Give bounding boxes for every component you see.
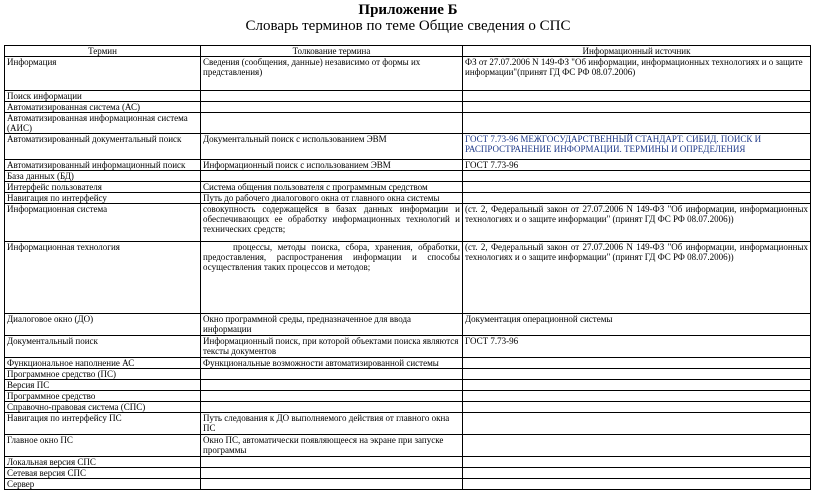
column-header-source: Информационный источник [463, 46, 811, 57]
term-cell: Локальная версия СПС [5, 457, 201, 468]
table-row [5, 171, 811, 182]
table-row [5, 182, 811, 193]
term-cell: Программное средство [5, 391, 201, 402]
table-row [5, 457, 811, 468]
definition-cell: Документальный поиск с использованием ЭВМ [201, 134, 463, 160]
source-cell: ГОСТ 7.73-96 [463, 160, 811, 171]
term-cell: Диалоговое окно (ДО) [5, 314, 201, 336]
column-header-definition: Толкование термина [201, 46, 463, 57]
term-cell: Информация [5, 57, 201, 91]
definition-cell [201, 102, 463, 113]
table-header-row [5, 46, 811, 57]
source-cell: ГОСТ 7.73-96 МЕЖГОСУДАРСТВЕННЫЙ СТАНДАРТ. СИБИД. ПОИСК И РАСПРОСТРАНЕНИЕ ИНФОРМАЦИИ. ТЕРМИНЫ И ОПРЕДЕЛЕНИЯ [463, 134, 811, 160]
source-cell [463, 193, 811, 204]
term-cell: Навигация по интерфейсу ПС [5, 413, 201, 435]
source-cell: ФЗ от 27.07.2006 N 149-ФЗ "Об информации, информационных технологиях и о защите информации"(принят ГД ФС РФ 08.07.2006) [463, 57, 811, 91]
source-cell [463, 468, 811, 479]
table-row [5, 479, 811, 490]
source-cell [463, 413, 811, 435]
term-cell: Программное средство (ПС) [5, 369, 201, 380]
source-cell: ГОСТ 7.73-96 [463, 336, 811, 358]
table-row [5, 314, 811, 336]
definition-cell: Информационный поиск, при которой объектами поиска являются тексты документов [201, 336, 463, 358]
term-cell: Автоматизированный документальный поиск [5, 134, 201, 160]
term-cell: Информационная система [5, 204, 201, 242]
table-row [5, 358, 811, 369]
source-cell: (ст. 2, Федеральный закон от 27.07.2006 N 149-ФЗ "Об информации, информационных технологиях и о защите информации" (принят ГД ФС РФ 08.07.2006)) [463, 242, 811, 314]
table-row [5, 102, 811, 113]
term-cell: Поиск информации [5, 91, 201, 102]
table-row [5, 204, 811, 242]
definition-cell: Сведения (сообщения, данные) независимо от формы их представления) [201, 57, 463, 91]
glossary-subtitle: Словарь терминов по теме Общие сведения о СПС [245, 18, 571, 34]
definition-cell [201, 91, 463, 102]
definition-cell: процессы, методы поиска, сбора, хранения, обработки, предоставления, распространения информации и способы осуществления таких процессов и методов; [201, 242, 463, 314]
definition-cell: Путь следования к ДО выполняемого действия от главного окна ПС [201, 413, 463, 435]
column-header-term: Термин [5, 46, 201, 57]
source-cell [463, 391, 811, 402]
source-cell [463, 457, 811, 468]
source-cell [463, 182, 811, 193]
source-cell [463, 171, 811, 182]
definition-cell [201, 457, 463, 468]
source-cell [463, 113, 811, 134]
table-row [5, 242, 811, 314]
definition-cell: Функциональные возможности автоматизированной системы [201, 358, 463, 369]
table-row [5, 369, 811, 380]
source-cell [463, 91, 811, 102]
term-cell: Функциональное наполнение АС [5, 358, 201, 369]
table-row [5, 160, 811, 171]
source-cell: (ст. 2, Федеральный закон от 27.07.2006 N 149-ФЗ "Об информации, информационных технологиях и о защите информации" (принят ГД ФС РФ 08.07.2006)) [463, 204, 811, 242]
source-cell [463, 402, 811, 413]
definition-cell: Информационный поиск с использованием ЭВМ [201, 160, 463, 171]
source-cell: Документация операционной системы [463, 314, 811, 336]
source-cell [463, 102, 811, 113]
source-cell [463, 380, 811, 391]
term-cell: Главное окно ПС [5, 435, 201, 457]
term-cell: Справочно-правовая система (СПС) [5, 402, 201, 413]
table-row [5, 468, 811, 479]
term-cell: Автоматизированная система (АС) [5, 102, 201, 113]
definition-cell [201, 479, 463, 490]
term-cell: База данных (БД) [5, 171, 201, 182]
definition-cell [201, 402, 463, 413]
term-cell: Автоматизированный информационный поиск [5, 160, 201, 171]
term-cell: Автоматизированная информационная система (АИС) [5, 113, 201, 134]
table-row [5, 193, 811, 204]
term-cell: Интерфейс пользователя [5, 182, 201, 193]
definition-cell [201, 468, 463, 479]
table-row [5, 435, 811, 457]
definition-cell: Окно ПС, автоматически появляющееся на экране при запуске программы [201, 435, 463, 457]
definition-cell: Окно программной среды, предназначенное для ввода информации [201, 314, 463, 336]
table-row [5, 113, 811, 134]
definition-cell [201, 391, 463, 402]
term-cell: Навигация по интерфейсу [5, 193, 201, 204]
source-cell [463, 369, 811, 380]
table-row [5, 57, 811, 91]
table-row [5, 413, 811, 435]
appendix-title: Приложение Б [358, 2, 458, 18]
definition-cell [201, 113, 463, 134]
table-row [5, 391, 811, 402]
term-cell: Версия ПС [5, 380, 201, 391]
definition-cell [201, 171, 463, 182]
definition-cell [201, 369, 463, 380]
source-cell [463, 479, 811, 490]
table-row [5, 336, 811, 358]
definition-cell: Система общения пользователя с программным средством [201, 182, 463, 193]
table-row [5, 91, 811, 102]
term-cell: Сервер [5, 479, 201, 490]
term-cell: Сетевая версия СПС [5, 468, 201, 479]
glossary-table [4, 45, 811, 490]
table-row [5, 380, 811, 391]
term-cell: Информационная технология [5, 242, 201, 314]
definition-cell [201, 380, 463, 391]
definition-cell: совокупность содержащейся в базах данных информации и обеспечивающих ее обработку информационных технологий и технических средств; [201, 204, 463, 242]
source-cell [463, 358, 811, 369]
source-cell [463, 435, 811, 457]
term-cell: Документальный поиск [5, 336, 201, 358]
definition-cell: Путь до рабочего диалогового окна от главного окна системы [201, 193, 463, 204]
table-row [5, 402, 811, 413]
table-row [5, 134, 811, 160]
